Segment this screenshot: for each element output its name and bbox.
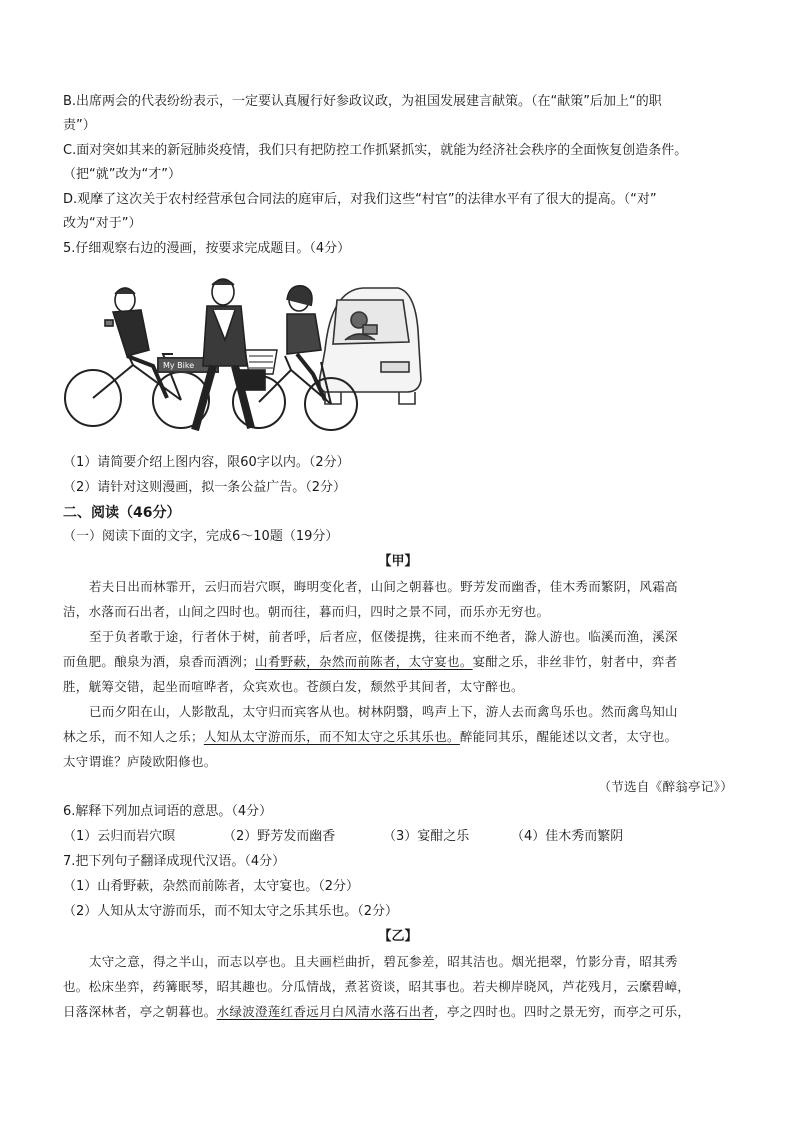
jia-p2-line3: 胜，觥筹交错，起坐而喧哗者，众宾欢也。苍颜白发，颓然乎其间者，太守醉也。 xyxy=(63,679,524,694)
jia-p3-line1: 已而夕阳在山，人影散乱，太守归而宾客从也。树林阴翳，鸣声上下，游人去而禽鸟乐也。然而禽鸟知山 xyxy=(89,704,678,719)
q6-item-3: （3）宴酣之乐 xyxy=(383,829,470,844)
q5-title: 5.仔细观察右边的漫画，按要求完成题目。（4分） xyxy=(63,241,351,256)
yi-text-b: ，亭之四时也。四时之景无穷，而亭之可乐， xyxy=(434,1004,691,1019)
q7-sentence-2: （2）人知从太守游而乐，而不知太守之乐其乐也。（2分） xyxy=(63,904,399,919)
jia-p2-line2 xyxy=(63,653,733,671)
jia-p1-line2: 洁，水落而石出者，山间之四时也。朝而往，暮而归，四时之景不同，而乐亦无穷也。 xyxy=(63,604,550,619)
cartoon-image xyxy=(63,270,428,442)
jia-p1-line1: 若夫日出而林霏开，云归而岩穴暝，晦明变化者，山间之朝暮也。野芳发而幽香，佳木秀而繁阴，风霜高 xyxy=(89,579,678,594)
jia-p2-text-a: 而鱼肥。酿泉为酒，泉香而酒洌； xyxy=(63,654,256,669)
passage-jia-label: 【甲】 xyxy=(378,554,418,569)
q6-item-1: （1）云归而岩穴暝 xyxy=(63,829,176,844)
jia-underlined-sentence-2: 人知从太守游而乐，而不知太守之乐其乐也。 xyxy=(203,729,460,744)
q7-sentence-1: （1）山肴野蔌，杂然而前陈者，太守宴也。（2分） xyxy=(63,879,360,894)
jia-p3-line3: 太守谓谁？庐陵欧阳修也。 xyxy=(63,754,217,769)
jia-p2-text-b: 宴酣之乐，非丝非竹，射者中，弈者 xyxy=(472,654,678,669)
section-2-part-1: （一）阅读下面的文字，完成6～10题（19分） xyxy=(63,529,339,544)
jia-underlined-sentence-1: 山肴野蔌，杂然而前陈者，太守宴也。 xyxy=(255,654,473,669)
walking-businessman xyxy=(195,279,265,430)
q4-option-b-line1: B.出席两会的代表纷纷表示，一定要认真履行好参政议政，为祖国发展建言献策。（在“献策”后加上“的职 xyxy=(63,94,662,109)
section-2-title: 二、阅读（46分） xyxy=(63,505,181,521)
q4-option-c-line2: （把“就”改为“才”） xyxy=(63,167,181,182)
yi-line3 xyxy=(63,1003,733,1021)
q5-sub-question-2: （2）请针对这则漫画，拟一条公益广告。（2分） xyxy=(63,480,347,495)
jia-p3-line2 xyxy=(63,728,733,746)
q6-item-2: （2）野芳发而幽香 xyxy=(223,829,336,844)
passage-yi-label: 【乙】 xyxy=(378,929,418,944)
jia-p3-text-b: 醉能同其乐，醒能述以文者，太守也。 xyxy=(459,729,678,744)
jia-p3-text-a: 林之乐，而不知人之乐； xyxy=(63,729,204,744)
bike-label: My Bike xyxy=(163,361,195,370)
q6-title: 6.解释下列加点词语的意思。（4分） xyxy=(63,804,273,819)
q4-option-c-line1: C.面对突如其来的新冠肺炎疫情，我们只有把防控工作抓紧抓实，就能为经济社会秩序的全面恢复创造条件。 xyxy=(63,143,688,158)
jia-source: （节选自《醉翁亭记》） xyxy=(598,779,733,794)
yi-line2: 也。松床坐弈，药篝眠琴，昭其趣也。分瓜情战，煮茗资谈，昭其事也。若夫柳岸晓风，芦花残月，云縻碧嶂， xyxy=(63,979,691,994)
jia-p2-line1: 至于负者歌于途，行者休于树，前者呼，后者应，伛偻提携，往来而不绝者，滁人游也。临溪而渔，溪深 xyxy=(89,629,678,644)
q4-option-d-line1: D.观摩了这次关于农村经营承包合同法的庭审后，对我们这些“村官”的法律水平有了很大的提高。（“对” xyxy=(63,192,657,207)
q4-option-d-line2: 改为“对于”） xyxy=(63,216,142,231)
q5-sub-question-1: （1）请简要介绍上图内容，限60字以内。（2分） xyxy=(63,455,350,470)
yi-underlined-sentence: 水绿波澄莲红香远月白风清水落石出者 xyxy=(216,1004,435,1019)
q6-items xyxy=(63,828,733,846)
yi-text-a: 日落深林者，亭之朝暮也。 xyxy=(63,1004,217,1019)
yi-line1: 太守之意，得之半山，而志以亭也。且夫画栏曲折，碧瓦参差，昭其洁也。烟光挹翠，竹影分青，昭其秀 xyxy=(89,954,678,969)
q6-item-4: （4）佳木秀而繁阴 xyxy=(511,829,624,844)
q7-title: 7.把下列句子翻译成现代汉语。（4分） xyxy=(63,854,286,869)
q4-option-b-line2: 责”） xyxy=(63,118,96,133)
car-illustration xyxy=(320,288,421,404)
